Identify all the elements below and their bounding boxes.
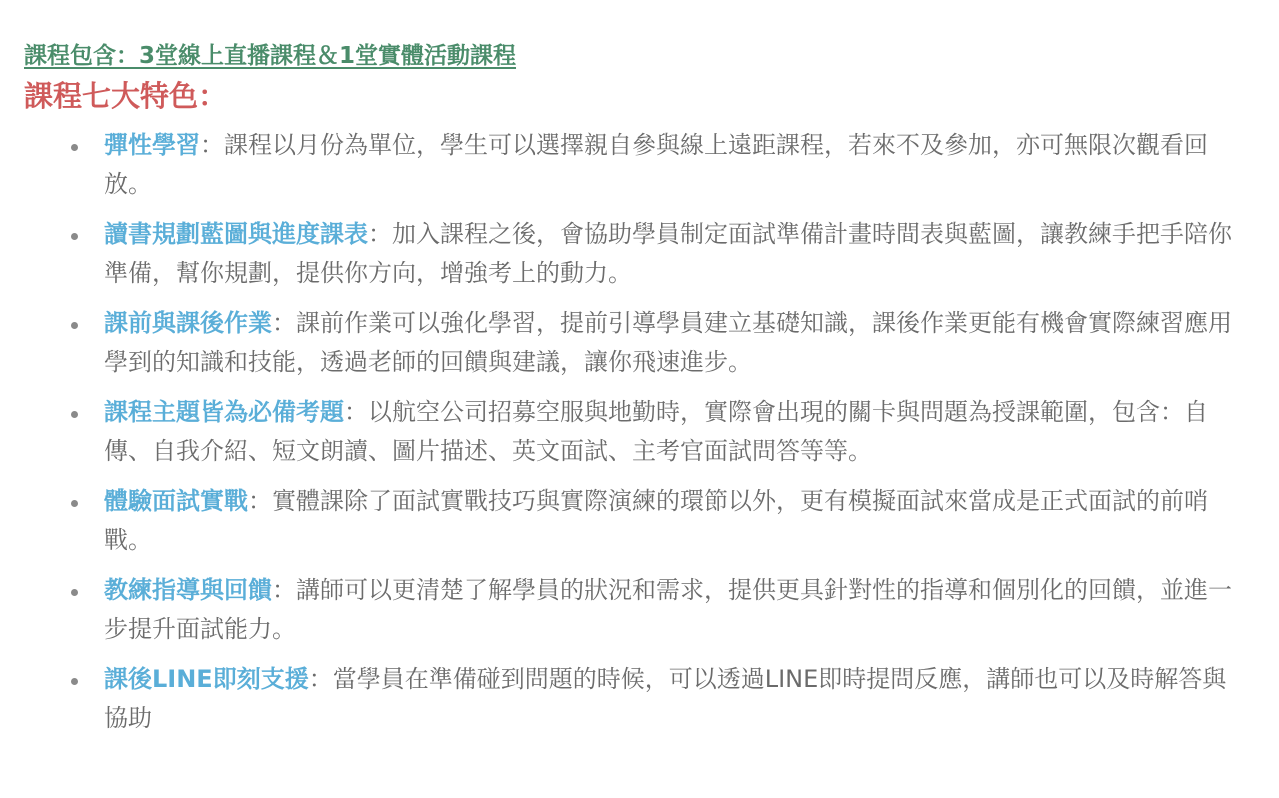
feature-item-flexible-learning — [104, 126, 1255, 204]
feature-separator: ： — [344, 398, 368, 426]
features-list — [24, 126, 1255, 738]
feature-name: 體驗面試實戰 — [104, 487, 248, 515]
bullet-icon — [71, 678, 78, 685]
feature-separator: ： — [272, 576, 296, 604]
feature-description: 課前作業可以強化學習，提前引導學員建立基礎知識，課後作業更能有機會實際練習應用學到的知識和技能，透過老師的回饋與建議，讓你飛速進步。 — [104, 309, 1232, 376]
bullet-icon — [71, 322, 78, 329]
course-includes-link[interactable]: 課程包含：3堂線上直播課程＆1堂實體活動課程 — [24, 43, 517, 69]
feature-description: 當學員在準備碰到問題的時候，可以透過LINE即時提問反應，講師也可以及時解答與協助 — [104, 665, 1227, 732]
bullet-icon — [71, 589, 78, 596]
feature-description: 課程以月份為單位，學生可以選擇親自參與線上遠距課程，若來不及參加，亦可無限次觀看回放。 — [104, 131, 1208, 198]
feature-item-study-plan — [104, 215, 1255, 293]
feature-description: 加入課程之後，會協助學員制定面試準備計畫時間表與藍圖，讓教練手把手陪你準備，幫你規劃，提供你方向，增強考上的動力。 — [104, 220, 1232, 287]
feature-separator: ： — [308, 665, 333, 693]
feature-name: 讀書規劃藍圖與進度課表 — [104, 220, 368, 248]
feature-name: 課前與課後作業 — [104, 309, 272, 337]
feature-description: 講師可以更清楚了解學員的狀況和需求，提供更具針對性的指導和個別化的回饋，並進一步提升面試能力。 — [104, 576, 1232, 643]
feature-item-exam-topics — [104, 393, 1255, 471]
bullet-icon — [71, 144, 78, 151]
feature-item-mock-interview — [104, 482, 1255, 560]
feature-separator: ： — [248, 487, 272, 515]
feature-name: 教練指導與回饋 — [104, 576, 272, 604]
bullet-icon — [71, 411, 78, 418]
bullet-icon — [71, 233, 78, 240]
feature-item-coaching-feedback — [104, 571, 1255, 649]
feature-description: 以航空公司招募空服與地勤時，實際會出現的關卡與問題為授課範圍，包含：自傳、自我介紹、短文朗讀、圖片描述、英文面試、主考官面試問答等等。 — [104, 398, 1208, 465]
feature-separator: ： — [272, 309, 296, 337]
feature-separator: ： — [368, 220, 392, 248]
feature-description: 實體課除了面試實戰技巧與實際演練的環節以外，更有模擬面試來當成是正式面試的前哨戰。 — [104, 487, 1208, 554]
feature-name: 課後LINE即刻支援 — [104, 665, 309, 693]
feature-name: 彈性學習 — [104, 131, 200, 159]
feature-item-line-support — [104, 660, 1255, 738]
feature-separator: ： — [200, 131, 224, 159]
features-heading: 課程七大特色： — [24, 79, 228, 113]
bullet-icon — [71, 500, 78, 507]
feature-item-homework — [104, 304, 1255, 382]
feature-name: 課程主題皆為必備考題 — [104, 398, 344, 426]
